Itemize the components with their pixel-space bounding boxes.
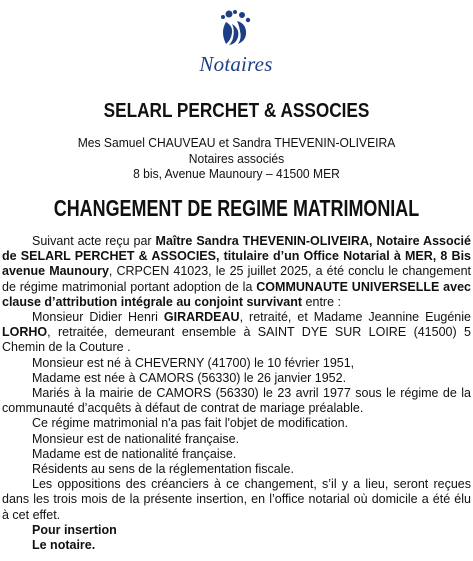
regime-bold: COMMUNAUTE UNIVERSELLE avec clause d’attribution intégrale au conjoint survivant [2, 279, 471, 309]
text: entre : [302, 294, 341, 309]
text: , retraité, et Madame Jeannine Eugénie [239, 310, 471, 325]
text: , retraitée, demeurant ensemble à SAINT DYE SUR LOIRE (41500) 5 Chemin de la Couture . [2, 325, 471, 355]
line-no-modification: Ce régime matrimonial n'a pas fait l'objet de modification. [32, 416, 349, 431]
notaires-logo [186, 6, 286, 76]
paragraph-deed [2, 234, 471, 310]
line-husband-birth: Monsieur est né à CHEVERNY (41700) le 10 février 1951, [32, 355, 355, 370]
notary-bold: Maître Sandra THEVENIN-OLIVEIRA, Notaire Associé de SELARL PERCHET & ASSOCIES, titulaire d’un Office Notarial à MER, 8 Bis avenue Maunoury [2, 234, 471, 279]
partners-label: Notaires associés [188, 151, 285, 166]
signature-line-2: Le notaire. [32, 538, 96, 553]
line-wife-birth: Madame est née à CAMORS (56330) le 26 janvier 1952. [32, 370, 347, 385]
notice-title: CHANGEMENT DE REGIME MATRIMONIAL [53, 195, 420, 221]
husband-surname: GIRARDEAU [163, 310, 240, 325]
line-husband-nationality: Monsieur est de nationalité française. [32, 431, 240, 446]
line-oppositions: Les oppositions des créanciers à ce changement, s’il y a lieu, seront reçues dans les trois mois de la présente insertion, en l’office notarial où domicile a été élu à cet effet. [2, 477, 471, 522]
text: Suivant acte reçu par [32, 234, 156, 248]
wife-surname: LORHO [2, 325, 48, 340]
text: , CRPCEN 41023, le 25 juillet 2025, a été conclu le changement de régime matrimonial portant adoption de la [2, 264, 472, 294]
line-wife-nationality: Madame est de nationalité française. [32, 446, 237, 461]
text: Monsieur Didier Henri [32, 310, 164, 325]
notaires-logo-icon [204, 6, 268, 52]
firm-name: SELARL PERCHET & ASSOCIES [103, 100, 370, 122]
notice-body [2, 234, 471, 553]
paragraph-parties [2, 310, 471, 356]
line-residents: Résidents au sens de la réglementation fiscale. [32, 462, 294, 477]
office-address: 8 bis, Avenue Maunoury – 41500 MER [133, 166, 340, 181]
signature-line-1: Pour insertion [32, 522, 117, 537]
line-marriage: Mariés à la mairie de CAMORS (56330) le 23 avril 1977 sous le régime de la communauté d’acquêts à défaut de contrat de mariage préalable. [2, 386, 471, 416]
logo-text: Notaires [199, 52, 273, 76]
notaries-names: Mes Samuel CHAUVEAU et Sandra THEVENIN-OLIVEIRA [77, 135, 396, 150]
